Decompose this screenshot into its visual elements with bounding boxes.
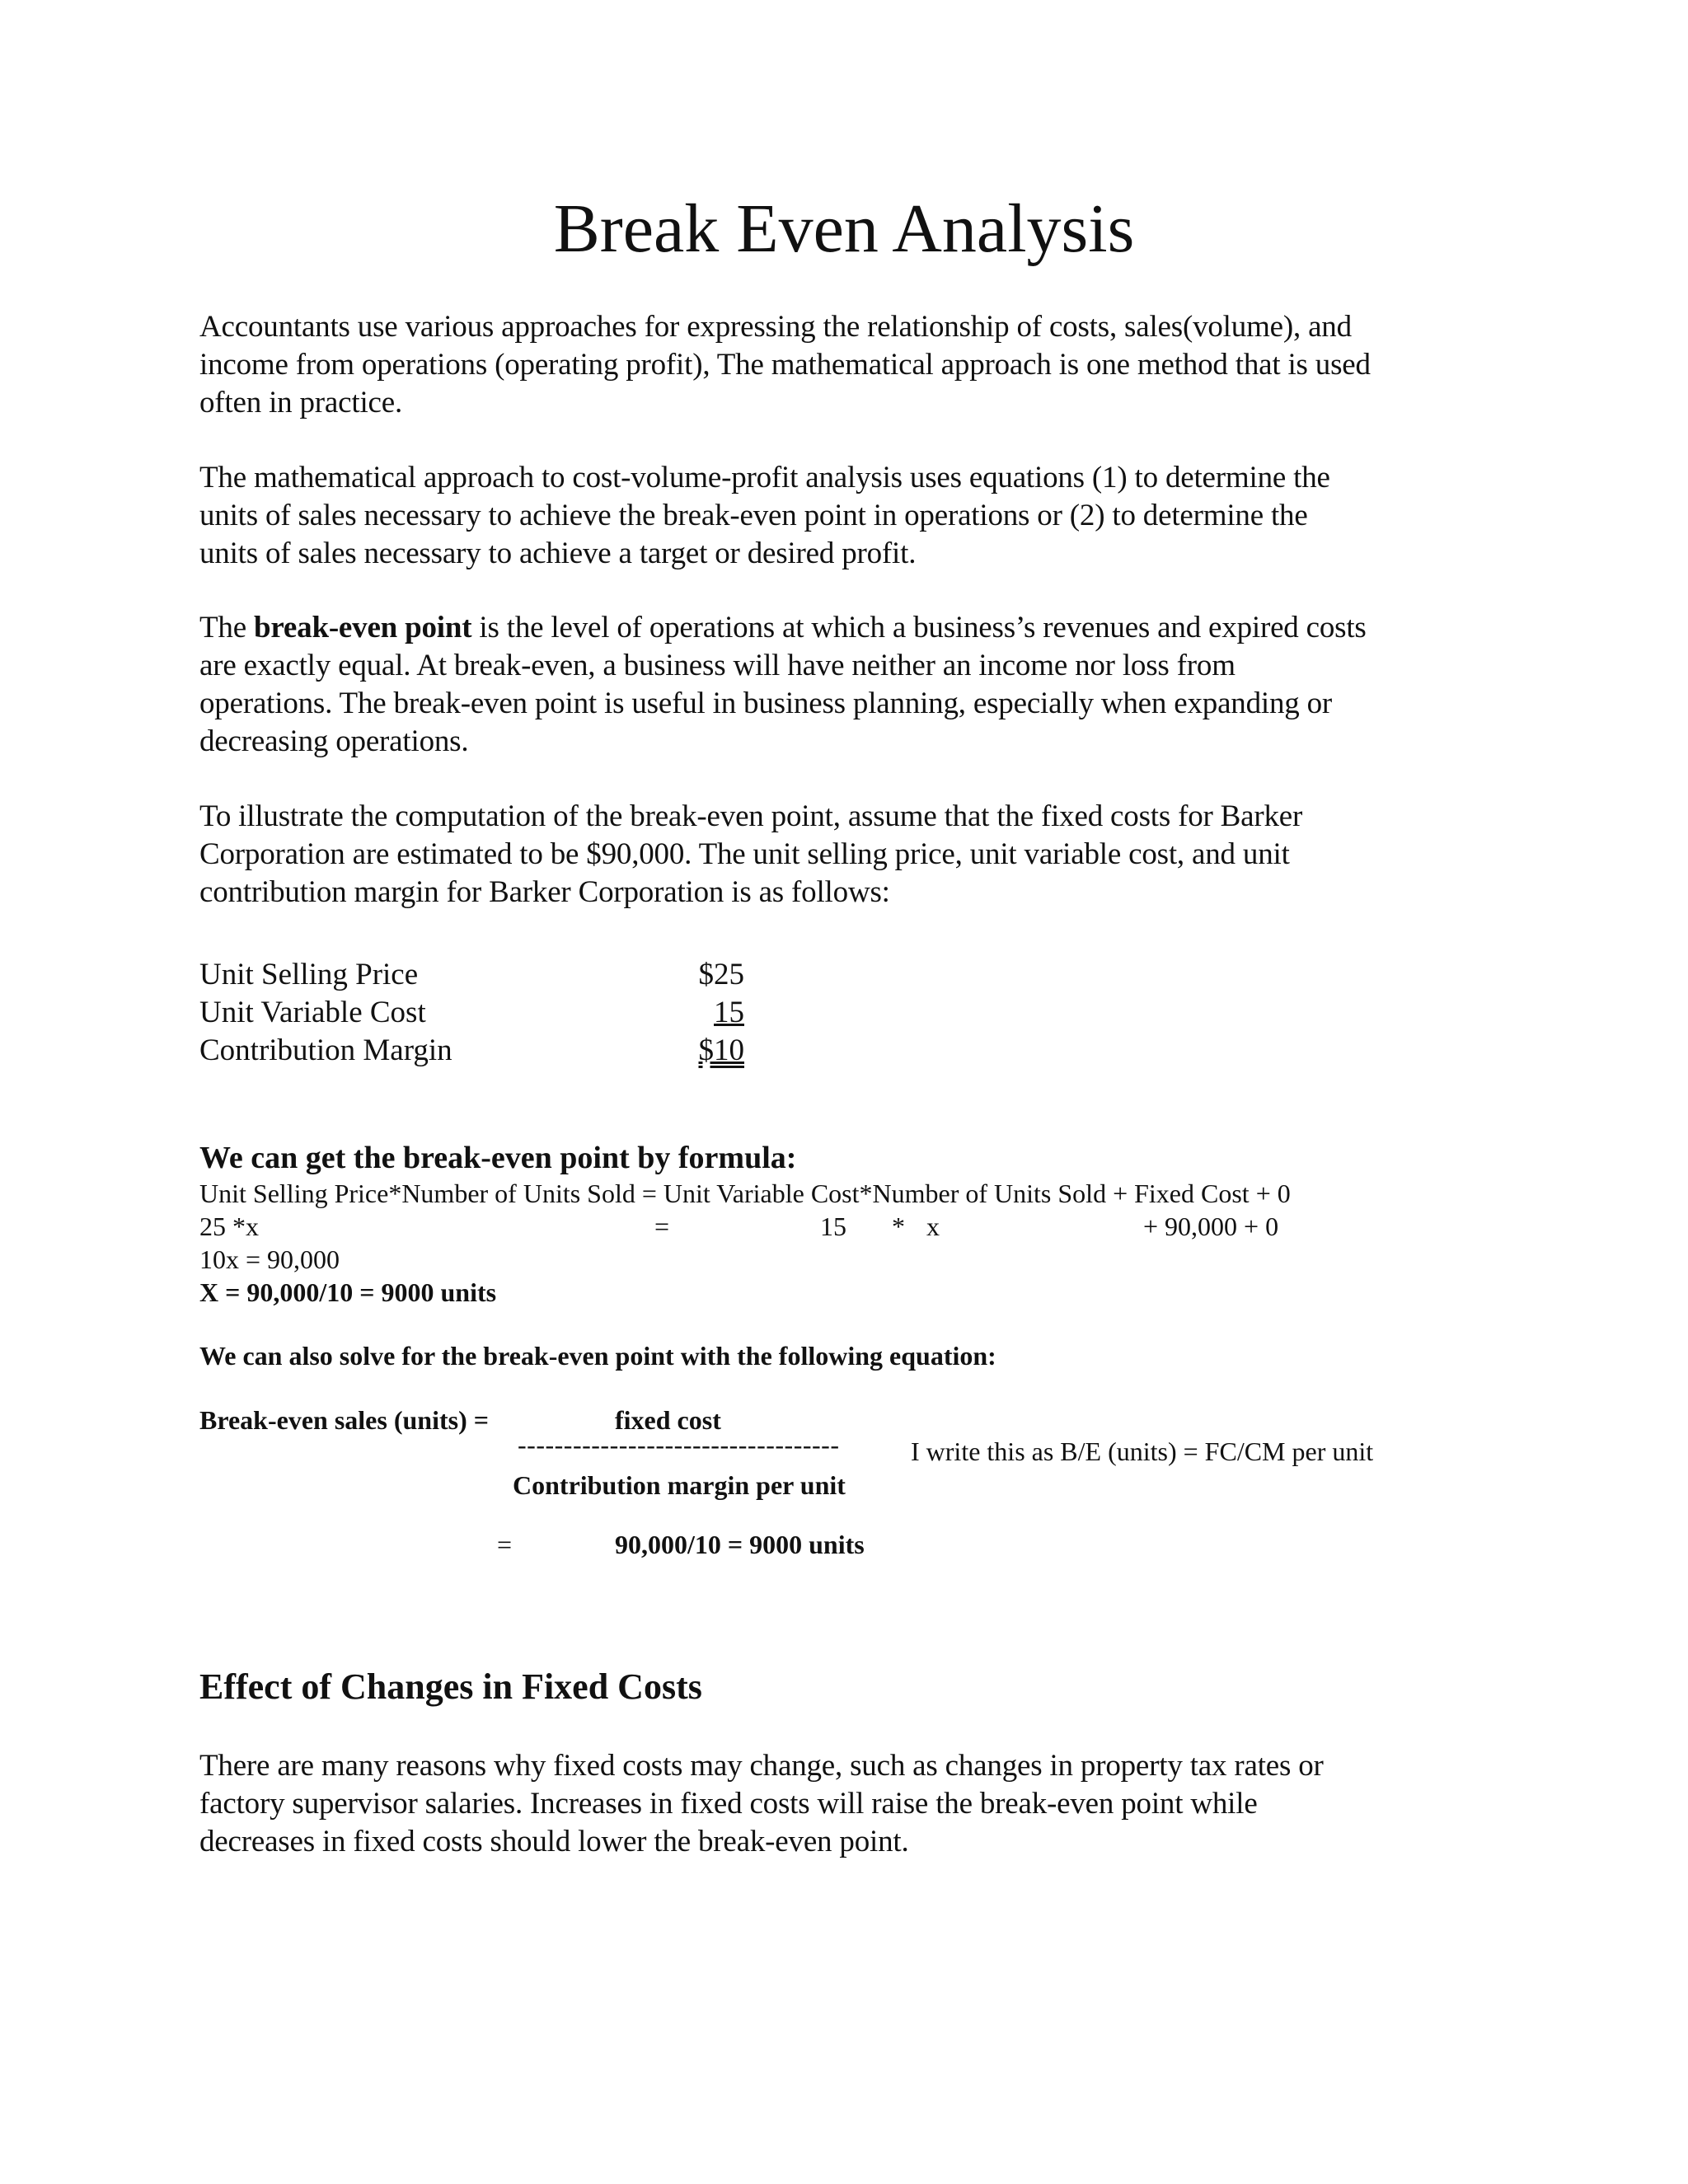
text-fragment: The bbox=[199, 611, 254, 644]
text-fragment: is the level of operations at which a business’s revenues and expired costs bbox=[471, 611, 1367, 644]
equation-denominator: Contribution margin per unit bbox=[513, 1470, 846, 1500]
text-line: operations. The break-even point is useful in business planning, especially when expanding or bbox=[199, 687, 1333, 720]
approach-paragraph bbox=[199, 459, 1502, 573]
formula-line-3: 10x = 90,000 bbox=[199, 1244, 340, 1274]
formula-line-2-multiply: * bbox=[892, 1212, 905, 1241]
text-line: Corporation are estimated to be $90,000. The unit selling price, unit variable cost, and unit bbox=[199, 837, 1290, 871]
text-line: decreasing operations. bbox=[199, 724, 469, 758]
row-value: $25 bbox=[698, 958, 744, 991]
equation-result: 90,000/10 = 9000 units bbox=[615, 1530, 865, 1559]
text-line: factory supervisor salaries. Increases in fixed costs will raise the break-even point while bbox=[199, 1787, 1258, 1821]
break-even-definition-paragraph bbox=[199, 609, 1502, 761]
section-heading-fixed-costs: Effect of Changes in Fixed Costs bbox=[199, 1666, 702, 1707]
text-line: units of sales necessary to achieve a target or desired profit. bbox=[199, 537, 917, 570]
unit-margin-table bbox=[199, 956, 859, 1070]
equation-note: I write this as B/E (units) = FC/CM per unit bbox=[911, 1436, 1374, 1466]
formula-line-1: Unit Selling Price*Number of Units Sold = Unit Variable Cost*Number of Units Sold + Fixed Cost + 0 bbox=[199, 1179, 1291, 1208]
formula-line-2-variable-cost: 15 bbox=[820, 1212, 846, 1241]
text-line: units of sales necessary to achieve the break-even point in operations or (2) to determine the bbox=[199, 499, 1308, 532]
text-line: The mathematical approach to cost-volume-profit analysis uses equations (1) to determine the bbox=[199, 461, 1330, 494]
text-line: contribution margin for Barker Corporation is as follows: bbox=[199, 875, 890, 909]
equation-numerator: fixed cost bbox=[615, 1405, 721, 1435]
equation-heading: We can also solve for the break-even point with the following equation: bbox=[199, 1341, 996, 1371]
bold-term: break-even point bbox=[253, 611, 472, 644]
row-value: 15 bbox=[714, 996, 744, 1029]
text-line: income from operations (operating profit), The mathematical approach is one method that is used bbox=[199, 348, 1371, 382]
row-label: Unit Variable Cost bbox=[199, 996, 426, 1029]
intro-paragraph bbox=[199, 308, 1502, 422]
text-line: decreases in fixed costs should lower the break-even point. bbox=[199, 1825, 909, 1858]
text-line bbox=[199, 609, 1502, 647]
formula-line-2-rhs: + 90,000 + 0 bbox=[1143, 1212, 1279, 1241]
text-line: To illustrate the computation of the break-even point, assume that the fixed costs for Barker bbox=[199, 799, 1303, 833]
fixed-costs-paragraph bbox=[199, 1747, 1502, 1861]
row-label: Contribution Margin bbox=[199, 1033, 452, 1067]
row-label: Unit Selling Price bbox=[199, 958, 419, 991]
text-line: are exactly equal. At break-even, a business will have neither an income nor loss from bbox=[199, 649, 1236, 682]
text-line: There are many reasons why fixed costs may change, such as changes in property tax rates or bbox=[199, 1749, 1324, 1783]
table-row bbox=[199, 1032, 859, 1070]
text-line: Accountants use various approaches for expressing the relationship of costs, sales(volume), and bbox=[199, 310, 1352, 344]
equation-divider: ----------------------------------- bbox=[518, 1430, 840, 1460]
formula-heading: We can get the break-even point by formula: bbox=[199, 1141, 797, 1175]
row-value: $10 bbox=[698, 1033, 744, 1067]
formula-line-2-equals: = bbox=[654, 1212, 670, 1241]
table-row bbox=[199, 956, 859, 994]
equation-lhs: Break-even sales (units) = bbox=[199, 1405, 489, 1435]
formula-line-2-lhs: 25 *x bbox=[199, 1212, 259, 1241]
formula-result: X = 90,000/10 = 9000 units bbox=[199, 1277, 497, 1307]
illustration-paragraph bbox=[199, 798, 1502, 912]
text-line: often in practice. bbox=[199, 386, 403, 419]
formula-line-2-x: x bbox=[926, 1212, 940, 1241]
page-title: Break Even Analysis bbox=[553, 190, 1135, 267]
equation-result-equals: = bbox=[497, 1530, 513, 1559]
table-row bbox=[199, 994, 859, 1032]
